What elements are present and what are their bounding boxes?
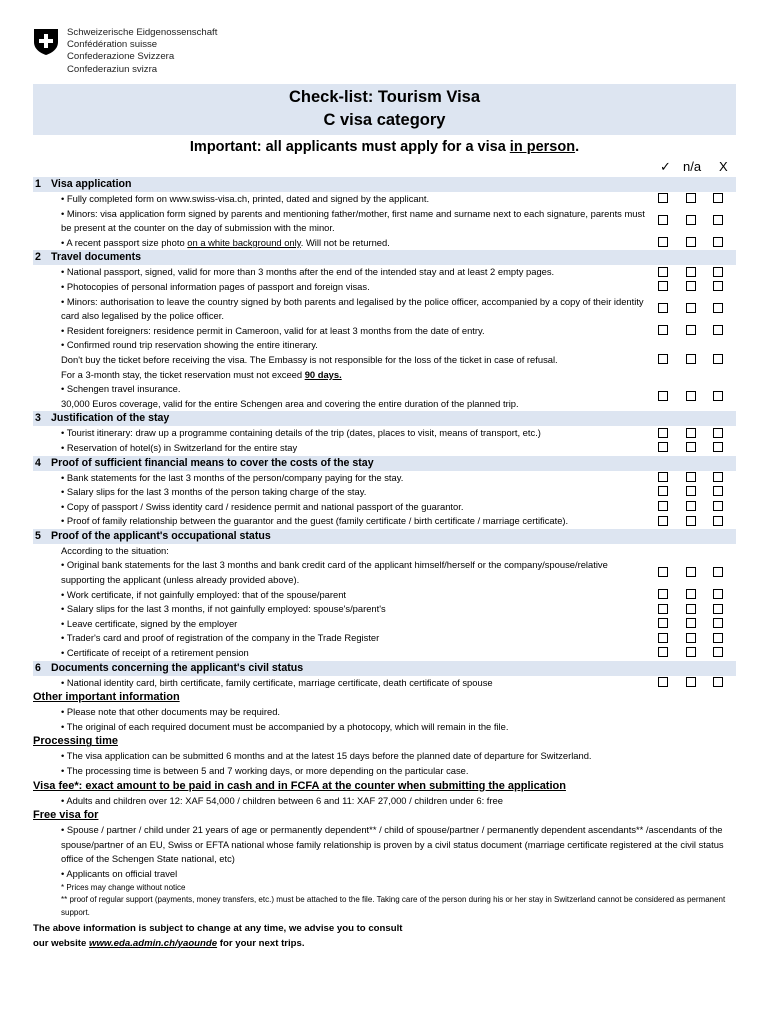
- section-title: Proof of the applicant's occupational status: [51, 529, 271, 542]
- item-text: • Certificate of receipt of a retirement pension: [61, 647, 249, 659]
- na-box[interactable]: [686, 215, 696, 225]
- footer-note: The above information is subject to change at any time, we advise you to consult our website www.eda.admin.ch/yaounde for your next trips.: [33, 923, 403, 950]
- item-text: • Minors: authorisation to leave the country signed by both parents and legalised by the police officer, accompanied by a copy of their identity card also legalised by the police officer.: [61, 295, 644, 322]
- item-text: • Tourist itinerary: draw up a programme containing details of the trip (dates, places to visit, means of transport, etc.): [61, 427, 541, 439]
- item-checkboxes: [658, 354, 730, 366]
- check-box[interactable]: [658, 501, 668, 511]
- federation-name: Schweizerische Eidgenossenschaft: [67, 27, 218, 38]
- x-box[interactable]: [713, 516, 723, 526]
- check-box[interactable]: [658, 618, 668, 628]
- checklist-item: [33, 617, 736, 632]
- item-text: • Work certificate, if not gainfully employed: that of the spouse/parent: [61, 588, 347, 600]
- title-block: [33, 84, 736, 135]
- check-box[interactable]: [658, 647, 668, 657]
- section-title: Visa application: [51, 178, 132, 190]
- swiss-crest-icon: [33, 28, 59, 56]
- item-checkboxes: [658, 633, 730, 645]
- item-checkboxes: [658, 501, 730, 513]
- na-box[interactable]: [686, 618, 696, 628]
- check-box[interactable]: [658, 193, 668, 203]
- section-header: [33, 456, 736, 471]
- x-box[interactable]: [713, 633, 723, 643]
- check-box[interactable]: [658, 325, 668, 335]
- free-visa-heading: Free visa for: [33, 809, 99, 822]
- item-text: • Copy of passport / Swiss identity card / residence permit and national passport of the guarantor.: [61, 500, 464, 512]
- x-box[interactable]: [713, 567, 723, 577]
- checklist-item: [33, 588, 736, 603]
- section-intro: According to the situation:: [61, 544, 169, 556]
- item-text: • National passport, signed, valid for more than 3 months after the end of the intended stay and at least 2 empty pages.: [61, 266, 555, 278]
- federation-name: Confederazione Svizzera: [67, 51, 175, 63]
- checklist-item: [33, 338, 736, 382]
- x-box[interactable]: [713, 325, 723, 335]
- na-box[interactable]: [686, 193, 696, 203]
- item-text: • Proof of family relationship between the guarantor and the guest (family certificate / birth certificate / marriage certificate).: [61, 515, 569, 527]
- na-box[interactable]: [686, 237, 696, 247]
- check-box[interactable]: [658, 215, 668, 225]
- na-box[interactable]: [686, 647, 696, 657]
- x-box[interactable]: [713, 677, 723, 687]
- section-title: Documents concerning the applicant's civil status: [51, 661, 304, 674]
- x-box[interactable]: [713, 267, 723, 277]
- na-box[interactable]: [686, 267, 696, 277]
- checklist-item: [33, 382, 736, 411]
- important-notice: Important: all applicants must apply for a visa in person.: [189, 139, 580, 155]
- section-header: [33, 411, 736, 426]
- item-checkboxes: [658, 486, 730, 498]
- section-number: 2: [35, 251, 41, 264]
- na-box[interactable]: [686, 486, 696, 496]
- item-text: • Reservation of hotel(s) in Switzerland for the entire stay: [61, 441, 298, 453]
- item-checkboxes: [658, 303, 730, 315]
- checklist-item: [33, 236, 736, 251]
- item-text: • Confirmed round trip reservation showing the entire itinerary.: [61, 339, 318, 351]
- x-box[interactable]: [713, 303, 723, 313]
- section-header: [33, 661, 736, 676]
- na-box[interactable]: [686, 677, 696, 687]
- item-text-part: • A recent passport size photo: [61, 236, 188, 248]
- item-text: • Resident foreigners: residence permit in Cameroon, valid for at least 3 months from the date of entry.: [61, 324, 485, 336]
- x-box[interactable]: [713, 442, 723, 452]
- item-text: • Schengen travel insurance.: [61, 383, 181, 395]
- item-text-part: . Will not be returned.: [300, 236, 390, 248]
- item-text: • Fully completed form on www.swiss-visa.ch, printed, dated and signed by the applicant.: [61, 193, 430, 204]
- na-box[interactable]: [686, 633, 696, 643]
- item-text: • Leave certificate, signed by the employer: [61, 617, 238, 629]
- footnote: * Prices may change without notice: [61, 882, 186, 892]
- check-box[interactable]: [658, 604, 668, 614]
- federation-name: Confederaziun svizra: [67, 63, 158, 75]
- check-box[interactable]: [658, 354, 668, 364]
- checklist-item: [33, 646, 736, 661]
- page-title: Check-list: Tourism Visa: [288, 88, 481, 106]
- in-person-emphasis: in person: [509, 139, 576, 155]
- check-box[interactable]: [658, 303, 668, 313]
- na-box[interactable]: [686, 472, 696, 482]
- item-checkboxes: [658, 267, 730, 279]
- section-title: Proof of sufficient financial means to cover the costs of the stay: [51, 456, 374, 469]
- check-box[interactable]: [658, 428, 668, 438]
- item-checkboxes: [658, 647, 730, 659]
- checklist-item: [33, 295, 736, 324]
- item-text-part: For a 3-month stay, the ticket reservation must not exceed: [61, 368, 305, 380]
- visa-fee-heading: Visa fee*: exact amount to be paid in cash and in FCFA at the counter when submitting the application: [33, 779, 566, 792]
- na-box[interactable]: [686, 354, 696, 364]
- na-box[interactable]: [686, 567, 696, 577]
- x-box[interactable]: [713, 589, 723, 599]
- na-box[interactable]: [686, 604, 696, 614]
- check-box[interactable]: [658, 237, 668, 247]
- x-box[interactable]: [713, 428, 723, 438]
- x-box[interactable]: [713, 354, 723, 364]
- item-text: • Original bank statements for the last 3 months and bank credit card of the applicant himself/herself or the company/spouse/relative supporting the applicant (unless already provided above).: [61, 559, 608, 586]
- checklist-page: [33, 22, 736, 951]
- item-checkboxes: [658, 281, 730, 293]
- check-box[interactable]: [658, 567, 668, 577]
- check-box[interactable]: [658, 589, 668, 599]
- item-text: • Salary slips for the last 3 months of the person taking charge of the stay.: [61, 486, 367, 498]
- federation-names: [67, 27, 217, 76]
- checklist-item: [33, 602, 736, 617]
- checklist-item: [33, 485, 736, 500]
- info-item: • Adults and children over 12: XAF 54,000 / children between 6 and 11: XAF 27,000 / children under 6: free: [61, 794, 503, 806]
- item-text: Don't buy the ticket before receiving the visa. The Embassy is not responsible for the loss of the ticket in case of refusal.: [61, 353, 558, 365]
- item-checkboxes: [658, 604, 730, 616]
- info-item: • Applicants on official travel: [61, 867, 178, 879]
- checklist-item: [33, 500, 736, 515]
- item-text: • Bank statements for the last 3 months of the person/company paying for the stay.: [61, 471, 404, 483]
- na-box[interactable]: [686, 391, 696, 401]
- header: [33, 22, 736, 84]
- section-number: 4: [35, 456, 41, 469]
- x-box[interactable]: [713, 486, 723, 496]
- info-item: • Please note that other documents may be required.: [61, 706, 281, 718]
- checklist-item: [33, 192, 736, 207]
- x-box[interactable]: [713, 604, 723, 614]
- checklist-item: [33, 441, 736, 456]
- item-checkboxes: [658, 391, 730, 403]
- visa-fee-section: [33, 779, 736, 809]
- item-text: • National identity card, birth certificate, family certificate, marriage certificate, death certificate of spouse: [61, 676, 493, 688]
- checklist-item: [33, 426, 736, 441]
- item-checkboxes: [658, 325, 730, 337]
- section-number: 6: [35, 661, 41, 674]
- na-box[interactable]: [686, 516, 696, 526]
- check-box[interactable]: [658, 516, 668, 526]
- processing-section: [33, 734, 736, 778]
- checklist-item: [33, 207, 736, 236]
- x-box[interactable]: [713, 618, 723, 628]
- processing-heading: Processing time: [33, 735, 118, 748]
- footnote: ** proof of regular support (payments, money transfers, etc.) must be attached to the file. Taking care of the person during his or her stay in Switzerland cannot be considered as permanent support.: [61, 895, 726, 917]
- item-text: [61, 368, 646, 383]
- x-box[interactable]: [713, 501, 723, 511]
- section-title: Travel documents: [51, 251, 142, 264]
- check-box[interactable]: [658, 633, 668, 643]
- check-box[interactable]: [658, 391, 668, 401]
- x-box[interactable]: [713, 472, 723, 482]
- checklist-sections: [33, 177, 736, 690]
- checklist-item: [33, 558, 736, 587]
- info-item: • The visa application can be submitted 6 months and at the latest 15 days before the planned date of departure for Switzerland.: [61, 750, 592, 762]
- check-box[interactable]: [658, 281, 668, 291]
- item-underlined: on a white background only: [187, 236, 301, 248]
- item-text: • Minors: visa application form signed by parents and mentioning father/mother, first name and surname next to each signature, parents must be present at the counter on the day of submission with the minor.: [61, 207, 645, 234]
- column-na: n/a: [683, 159, 702, 174]
- info-item: • Spouse / partner / child under 21 years of age or permanently dependent** / child of spouse/partner / permanently dependent ascendants** /ascendants of the spouse/partner of an EU, Swiss or EFTA national whose family relationship is proven by a civil status document (marriage certificate registered at the civil status office of the Schengen State national, etc): [61, 824, 724, 865]
- section-header: [33, 529, 736, 544]
- item-checkboxes: [658, 215, 730, 227]
- check-box[interactable]: [658, 472, 668, 482]
- section-number: 5: [35, 529, 41, 542]
- other-info-section: [33, 690, 736, 734]
- check-box[interactable]: [658, 442, 668, 452]
- info-item: • The original of each required document must be accompanied by a photocopy, which will remain in the file.: [61, 720, 509, 732]
- item-text: 30,000 Euros coverage, valid for the entire Schengen area and covering the entire duration of the planned trip.: [61, 397, 519, 409]
- x-box[interactable]: [713, 215, 723, 225]
- x-box[interactable]: [713, 647, 723, 657]
- na-box[interactable]: [686, 589, 696, 599]
- check-box[interactable]: [658, 267, 668, 277]
- section-header: [33, 177, 736, 192]
- checklist-item: [33, 265, 736, 280]
- free-visa-section: [33, 808, 736, 919]
- na-box[interactable]: [686, 303, 696, 313]
- item-checkboxes: [658, 193, 730, 205]
- item-checkboxes: [658, 428, 730, 440]
- item-text: [61, 236, 646, 251]
- column-headers: [33, 158, 736, 177]
- check-box[interactable]: [658, 677, 668, 687]
- item-text: • Salary slips for the last 3 months, if not gainfully employed: spouse's/parent's: [61, 603, 386, 615]
- column-check: ✓: [660, 159, 671, 174]
- checklist-item: [33, 514, 736, 529]
- x-box[interactable]: [713, 193, 723, 203]
- item-checkboxes: [658, 589, 730, 601]
- checklist-item: [33, 324, 736, 339]
- checklist-item: [33, 631, 736, 646]
- section-number: 1: [35, 178, 41, 190]
- item-checkboxes: [658, 677, 730, 689]
- check-box[interactable]: [658, 486, 668, 496]
- item-text: • Trader's card and proof of registration of the company in the Trade Register: [61, 632, 380, 644]
- section-header: [33, 250, 736, 265]
- na-box[interactable]: [686, 501, 696, 511]
- other-info-heading: Other important information: [33, 691, 180, 704]
- item-checkboxes: [658, 442, 730, 454]
- item-bold: 90 days.: [304, 368, 342, 380]
- checklist-item: [33, 280, 736, 295]
- info-item: • The processing time is between 5 and 7 working days, or more depending on the particular case.: [61, 765, 469, 776]
- section-number: 3: [35, 412, 41, 425]
- na-box[interactable]: [686, 281, 696, 291]
- x-box[interactable]: [713, 281, 723, 291]
- item-checkboxes: [658, 618, 730, 630]
- na-box[interactable]: [686, 325, 696, 335]
- item-checkboxes: [658, 237, 730, 249]
- federation-name: Confédération suisse: [67, 39, 158, 51]
- item-checkboxes: [658, 472, 730, 484]
- section-title: Justification of the stay: [51, 412, 170, 425]
- x-box[interactable]: [713, 237, 723, 247]
- item-text: • Photocopies of personal information pages of passport and foreign visas.: [61, 280, 370, 292]
- item-checkboxes: [658, 516, 730, 528]
- checklist-item: [33, 471, 736, 486]
- website-link[interactable]: www.eda.admin.ch/yaounde: [88, 938, 218, 950]
- checklist-item: [33, 676, 736, 691]
- na-box[interactable]: [686, 428, 696, 438]
- item-checkboxes: [658, 567, 730, 579]
- x-box[interactable]: [713, 391, 723, 401]
- na-box[interactable]: [686, 442, 696, 452]
- column-x: X: [719, 159, 728, 174]
- page-subtitle: C visa category: [323, 111, 446, 129]
